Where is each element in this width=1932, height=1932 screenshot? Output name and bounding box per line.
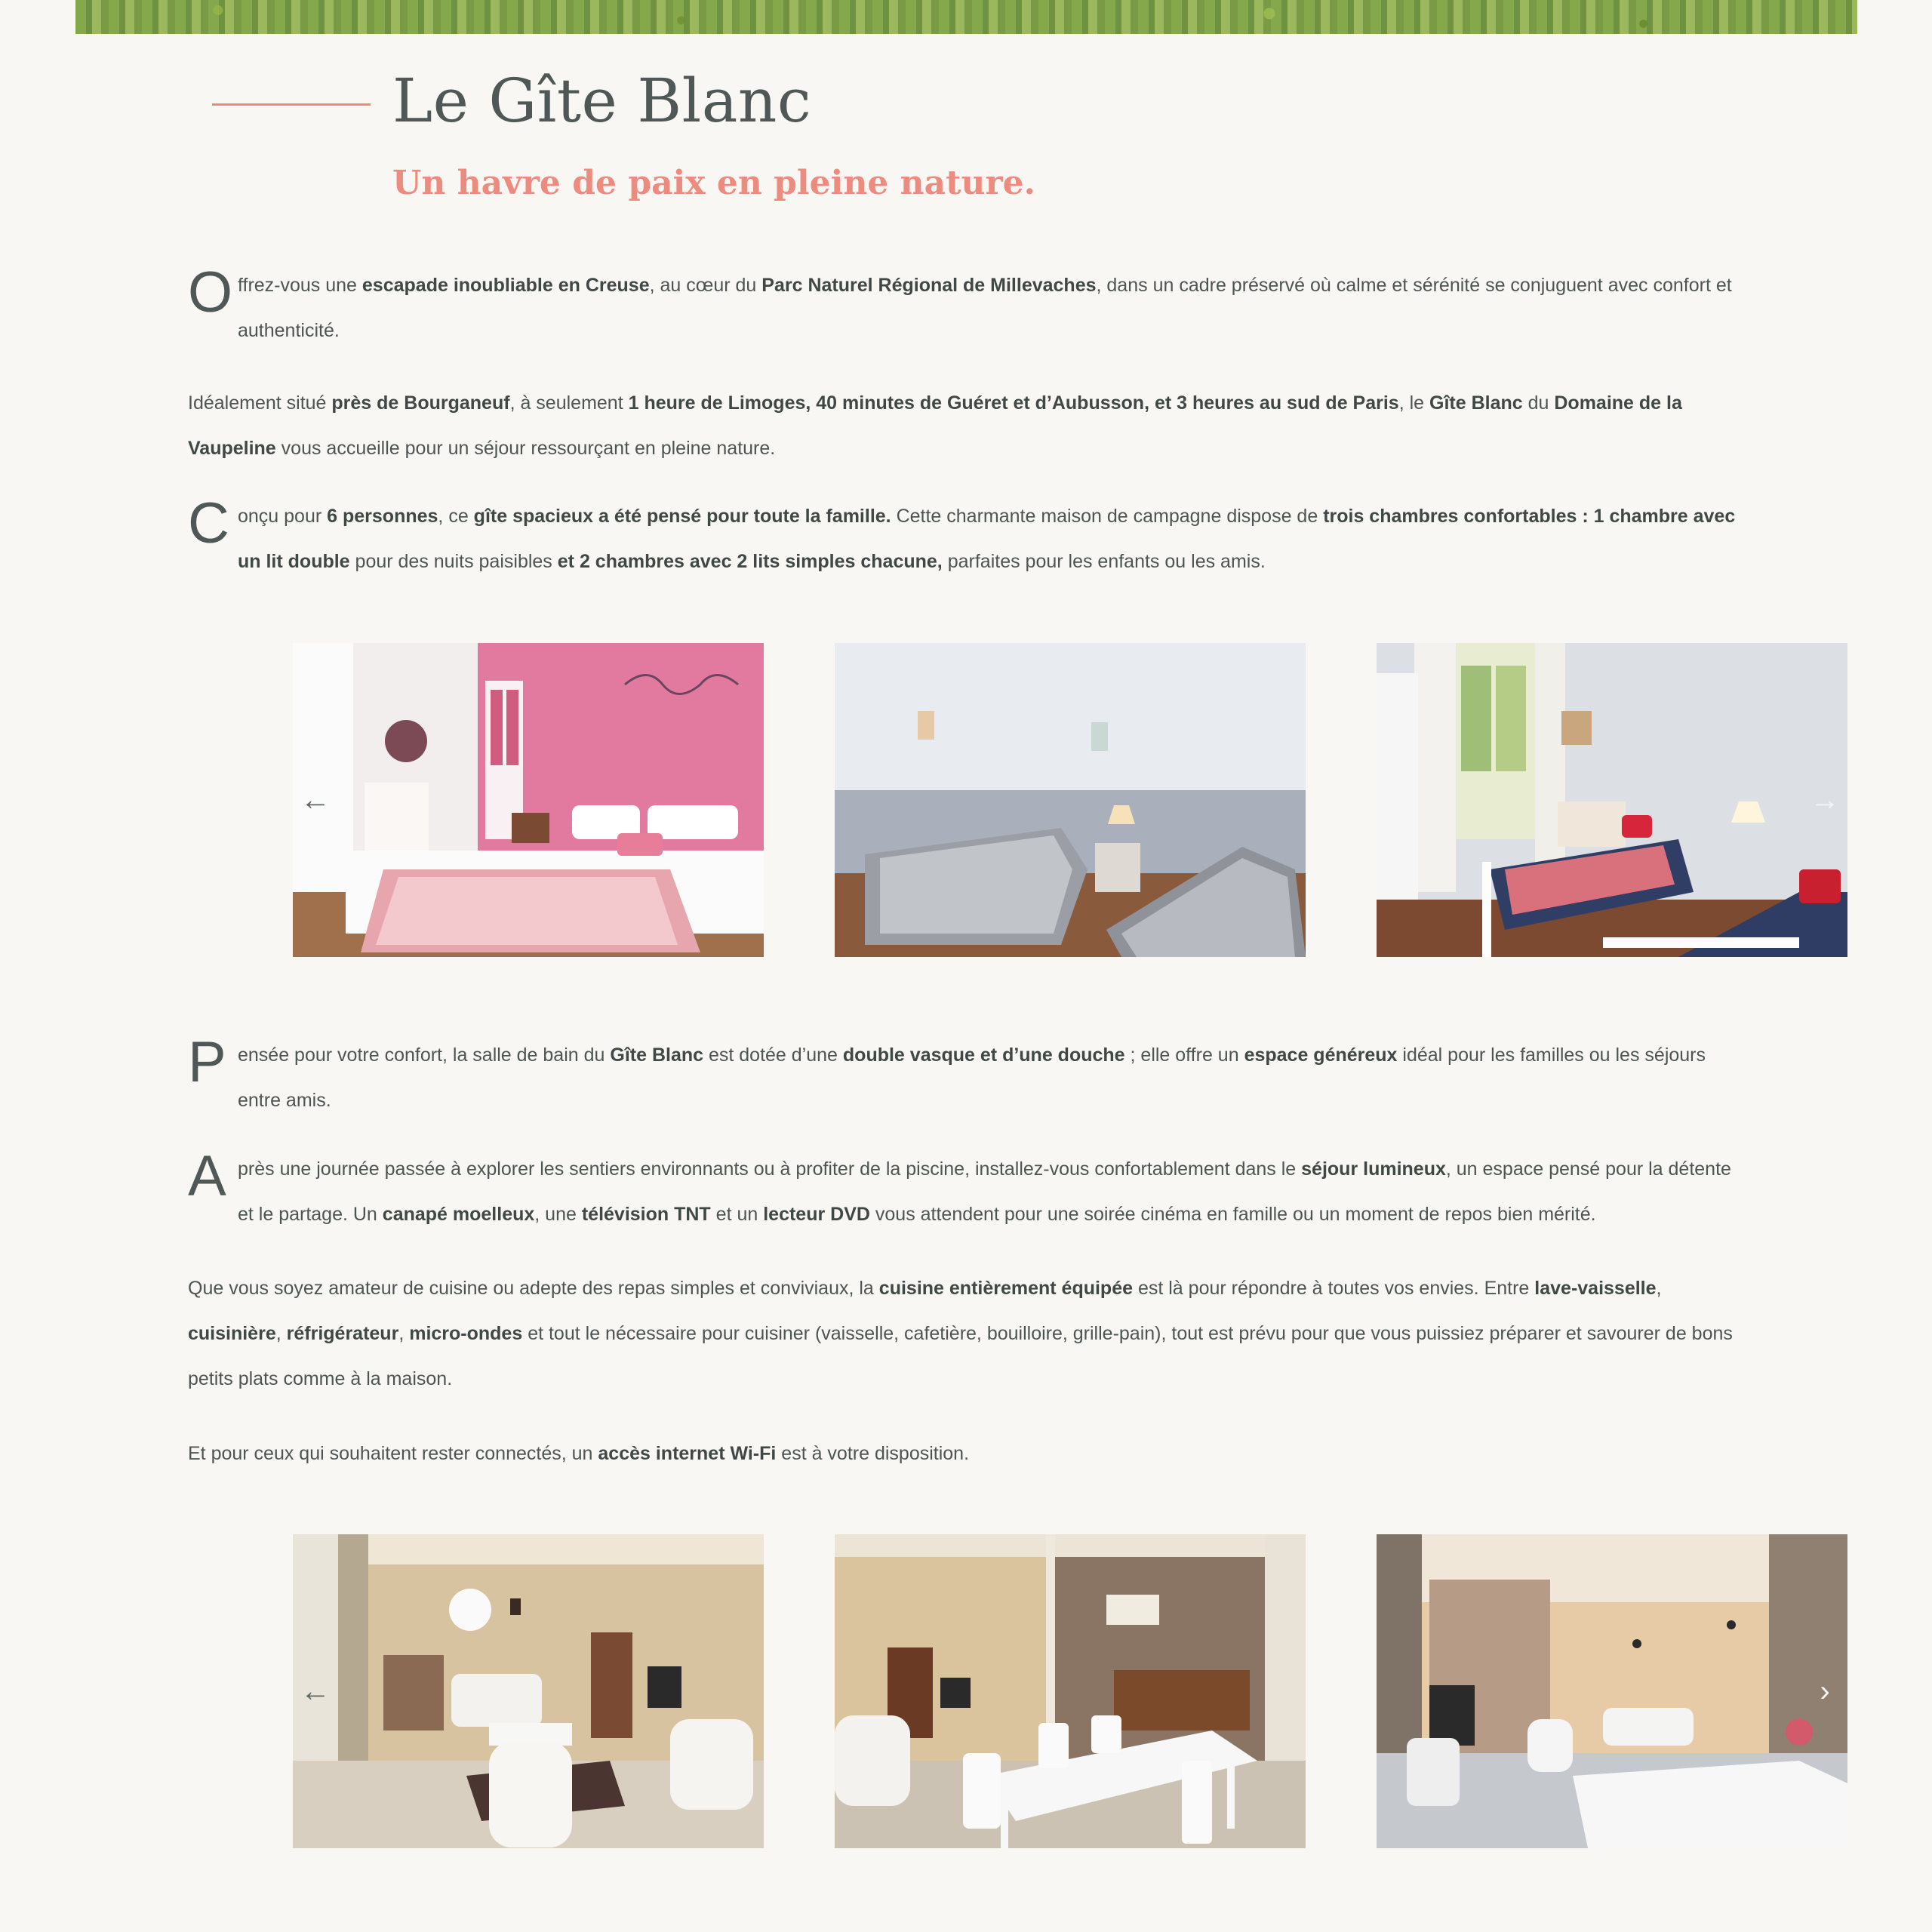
bathroom-paragraph [188,1032,1743,1123]
carousel-next-arrow-icon[interactable]: › [1820,1674,1830,1708]
carousel-next-arrow-icon[interactable]: → [1810,783,1840,817]
carousel-slide[interactable] [293,643,764,957]
emphasis-text: Parc Naturel Régional de Millevaches [761,275,1097,296]
paragraph-text: ffrez-vous une escapade inoubliable en Creuse, au cœur du Parc Naturel Régional de Millevaches, dans un cadre préservé où calme et sérénité se conjuguent avec confort et authenticité. [238,275,1732,341]
drop-cap: O [188,260,233,325]
emphasis-text: accès internet Wi-Fi [598,1443,777,1464]
emphasis-text: lave-vaisselle [1534,1278,1657,1299]
emphasis-text: espace généreux [1244,1044,1398,1066]
carousel-prev-arrow-icon[interactable]: ← [300,783,331,817]
emphasis-text: Gîte Blanc [610,1044,704,1066]
emphasis-text: micro-ondes [409,1323,523,1344]
emphasis-text: télévision TNT [581,1204,711,1225]
location-paragraph: Idéalement situé près de Bourganeuf, à seulement 1 heure de Limoges, 40 minutes de Guéret et d’Aubusson, et 3 heures au sud de Paris, le Gîte Blanc du Domaine de la Vaupeline vous accueille pour un séjour ressourçant en pleine nature. [188,392,1682,459]
bedrooms-paragraph [188,491,1743,584]
wifi-paragraph: Et pour ceux qui souhaitent rester connectés, un accès internet Wi-Fi est à votre disposition. [188,1443,970,1464]
bedroom-pink-photo [293,643,764,957]
carousel-prev-arrow-icon[interactable]: ← [300,1674,331,1708]
emphasis-text: escapade inoubliable en Creuse [361,275,650,296]
drop-cap: P [188,1030,226,1094]
drop-cap: A [188,1144,226,1208]
intro-paragraph [188,260,1743,353]
bedrooms-carousel [293,643,1847,957]
emphasis-text: séjour lumineux [1301,1158,1446,1180]
living-paragraph [188,1146,1743,1237]
kitchen-paragraph: Que vous soyez amateur de cuisine ou adepte des repas simples et conviviaux, la cuisine entièrement équipée est là pour répondre à toutes vos envies. Entre lave-vaisselle, cuisinière, réfrigérateur, micro-ondes et tout le nécessaire pour cuisiner (vaisselle, cafetière, bouilloire, grille-pain), tout est prévu pour que vous puissiez préparer et savourer de bons petits plats comme à la maison. [188,1278,1733,1389]
carousel-slide[interactable] [1377,643,1847,957]
emphasis-text: 6 personnes [327,506,438,527]
emphasis-text: canapé moelleux [382,1204,535,1225]
carousel-slide[interactable] [293,1534,764,1848]
carousel-slide[interactable] [835,1534,1306,1848]
emphasis-text: trois chambres confortables : 1 chambre avec un lit double [238,506,1736,572]
emphasis-text: cuisinière [188,1323,276,1344]
lounge-photo [1377,1534,1847,1848]
emphasis-text: 1 heure de Limoges, 40 minutes de Guéret et d’Aubusson, et 3 heures au sud de Paris [628,392,1399,414]
drop-cap: C [188,491,229,555]
page-title: Le Gîte Blanc [392,66,812,136]
emphasis-text: et 2 chambres avec 2 lits simples chacune, [557,551,943,572]
emphasis-text: près de Bourganeuf [331,392,510,414]
bedroom-twin-grey-photo [835,643,1306,957]
title-accent-rule [212,103,371,106]
carousel-slide[interactable] [835,643,1306,957]
emphasis-text: gîte spacieux a été pensé pour toute la famille. [473,506,891,527]
emphasis-text: lecteur DVD [763,1204,870,1225]
dining-room-photo [835,1534,1306,1848]
hero-image-strip [75,0,1857,34]
emphasis-text: double vasque et d’une douche [842,1044,1125,1066]
paragraph-text: onçu pour 6 personnes, ce gîte spacieux a été pensé pour toute la famille. Cette charmante maison de campagne dispose de trois chambres confortables : 1 chambre avec un lit double pour des nuits paisibles et 2 chambres avec 2 lits simples chacune, parfaites pour les enfants ou les amis. [238,506,1736,572]
emphasis-text: Domaine de la Vaupeline [188,392,1682,459]
page-subtitle: Un havre de paix en pleine nature. [392,164,1035,202]
living-room-photo [293,1534,764,1848]
living-carousel [293,1534,1847,1848]
emphasis-text: cuisine entièrement équipée [878,1278,1134,1299]
paragraph-text: ensée pour votre confort, la salle de bain du Gîte Blanc est dotée d’une double vasque et d’une douche ; elle offre un espace généreux idéal pour les familles ou les séjours entre amis. [238,1044,1706,1111]
carousel-slide[interactable] [1377,1534,1847,1848]
emphasis-text: réfrigérateur [286,1323,399,1344]
emphasis-text: Gîte Blanc [1429,392,1523,414]
bedroom-twin-blue-photo [1377,643,1847,957]
paragraph-text: près une journée passée à explorer les sentiers environnants ou à profiter de la piscine, installez-vous confortablement dans le séjour lumineux, un espace pensé pour la détente et le partage. Un canapé moelleux, une télévision TNT et un lecteur DVD vous attendent pour une soirée cinéma en famille ou un moment de repos bien mérité. [238,1158,1731,1225]
